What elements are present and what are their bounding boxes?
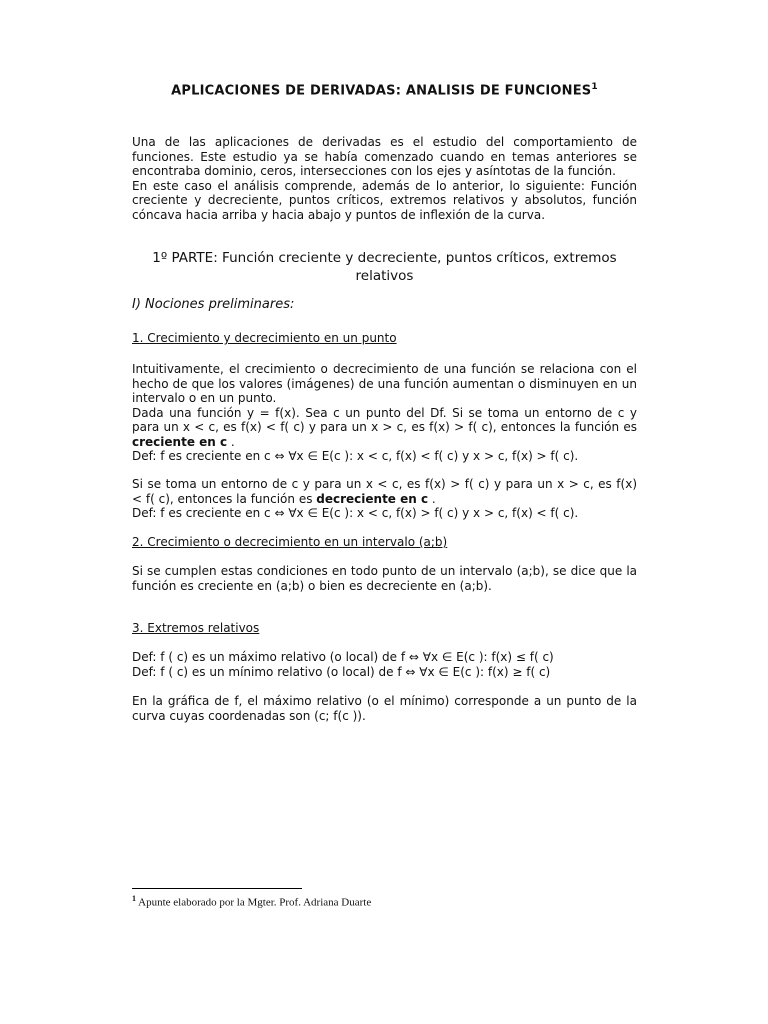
paragraph-line: < f( c), entonces la función es decreciente en c . <box>132 491 436 506</box>
paragraph-line: Dada una función y = f(x). Sea c un punto del Df. Si se toma un entorno de c y <box>132 405 637 420</box>
definition-line: Def: f es creciente en c ⇔ ∀x ∈ E(c ): x < c, f(x) > f( c) y x > c, f(x) < f( c). <box>132 506 579 520</box>
paragraph-line: hecho de que los valores (imágenes) de una función aumentan o disminuyen en un <box>132 376 637 391</box>
subheading-crecimiento-punto: 1. Crecimiento y decrecimiento en un punto <box>132 331 397 345</box>
paragraph-line: curva cuyas coordenadas son (c; f(c )). <box>132 708 366 723</box>
document-title: APLICACIONES DE DERIVADAS: ANALISIS DE FUNCIONES$^1$ <box>171 82 598 99</box>
paragraph-grafica <box>132 694 637 723</box>
paragraph-line: Si se toma un entorno de c y para un x < c, es f(x) > f( c) y para un x > c, es f(x) <box>132 477 637 491</box>
definition-line: Def: f es creciente en c ⇔ ∀x ∈ E(c ): x < c, f(x) < f( c) y x > c, f(x) > f( c). <box>132 449 579 463</box>
bold-term: decreciente en c <box>316 491 429 506</box>
paragraph-line: creciente en c . <box>132 434 235 449</box>
paragraph-line: Si se cumplen estas condiciones en todo punto de un intervalo (a;b), se dice que la <box>132 564 637 578</box>
footnote-separator <box>132 888 302 889</box>
intro-line: encontraba dominio, ceros, intersecciones con los ejes y asíntotas de la función. <box>132 164 616 178</box>
definition-line: Def: f ( c) es un máximo relativo (o local) de f ⇔ ∀x ∈ E(c ): f(x) ≤ f( c) <box>132 650 554 664</box>
paragraph-line: En la gráfica de f, el máximo relativo (o el mínimo) corresponde a un punto de la <box>132 694 637 708</box>
intro-line: creciente y decreciente, puntos críticos, extremos relativos y absolutos, función <box>132 193 637 207</box>
intro-line: Una de las aplicaciones de derivadas es el estudio del comportamiento de <box>132 135 637 149</box>
intro-line: En este caso el análisis comprende, además de lo anterior, lo siguiente: Función <box>132 178 637 193</box>
paragraph-decrecimiento-punto <box>132 477 637 521</box>
definition-line: Def: f ( c) es un mínimo relativo (o local) de f ⇔ ∀x ∈ E(c ): f(x) ≥ f( c) <box>132 664 551 679</box>
paragraph-intervalo <box>132 564 637 593</box>
intro-paragraph <box>132 135 637 222</box>
paragraph-crecimiento-punto <box>132 362 637 464</box>
definitions-extremos <box>132 650 637 679</box>
footnote-number: 1 <box>132 894 136 903</box>
intro-line: funciones. Este estudio ya se había comenzado cuando en temas anteriores se <box>132 149 637 164</box>
paragraph-line: Intuitivamente, el crecimiento o decrecimiento de una función se relaciona con el <box>132 362 637 376</box>
subheading-extremos: 3. Extremos relativos <box>132 621 260 635</box>
paragraph-line: intervalo o en un punto. <box>132 391 277 405</box>
part-heading: 1º PARTE: Función creciente y decreciente, puntos críticos, extremos relativos <box>152 250 617 284</box>
footnote-reference: 1 <box>591 82 598 92</box>
paragraph-line: función es creciente en (a;b) o bien es decreciente en (a;b). <box>132 578 492 593</box>
bold-term: creciente en c <box>132 434 228 449</box>
subheading-intervalo: 2. Crecimiento o decrecimiento en un intervalo (a;b) <box>132 535 448 549</box>
paragraph-line: para un x < c, es f(x) < f( c) y para un x > c, es f(x) > f( c), entonces la función es <box>132 420 637 434</box>
intro-line: cóncava hacia arriba y hacia abajo y puntos de inflexión de la curva. <box>132 207 546 222</box>
footnote: $^1$ Apunte elaborado por la Mgter. Prof. Adriana Duarte <box>132 894 372 909</box>
section-heading-preliminares: I) Nociones preliminares: <box>132 297 295 312</box>
